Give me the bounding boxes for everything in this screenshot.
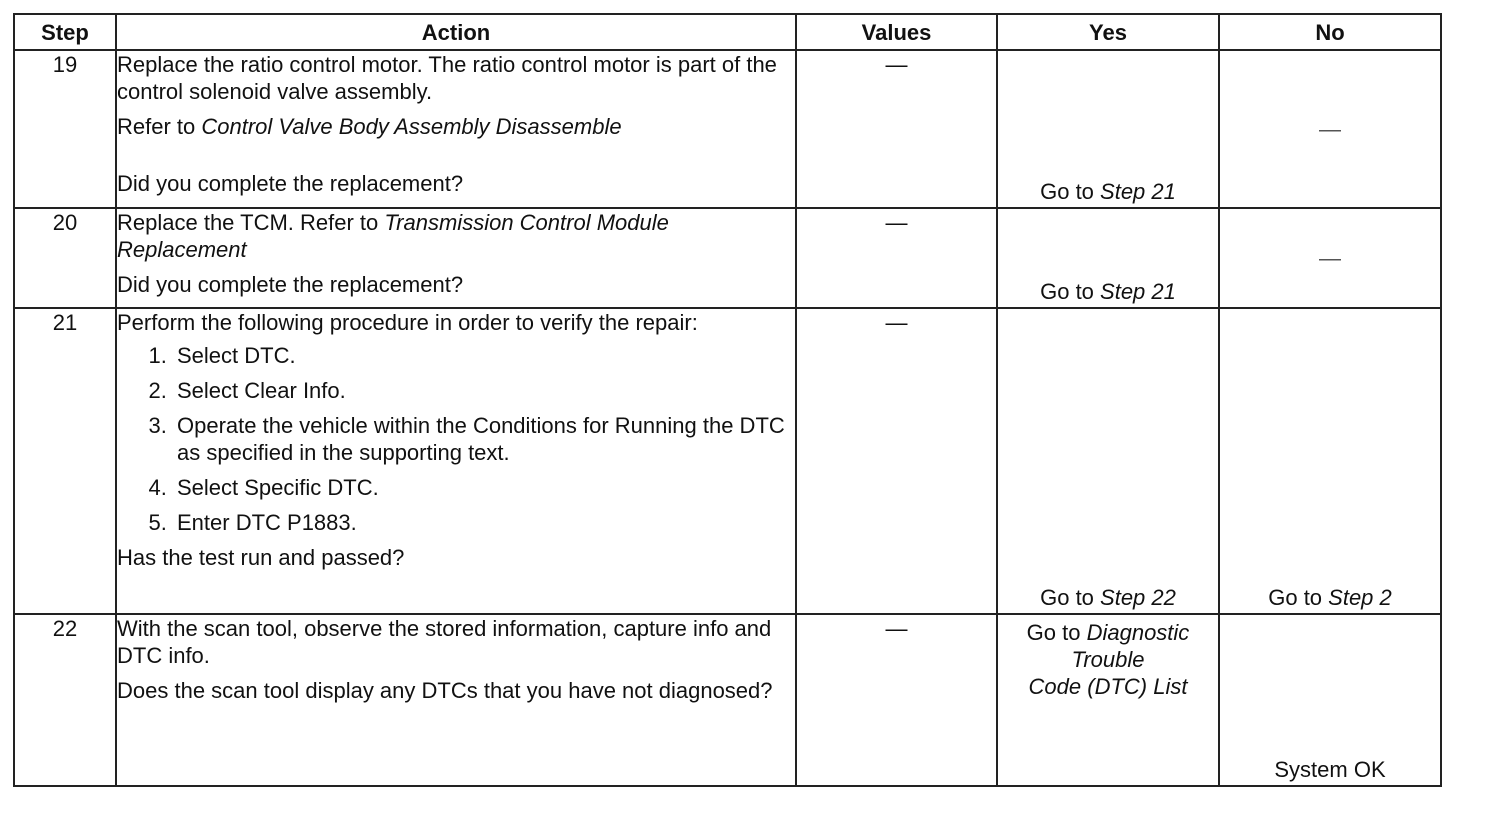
no-cell — [1219, 614, 1441, 786]
action-question: Does the scan tool display any DTCs that you have not diagnosed? — [117, 678, 773, 703]
goto-step-link: Step 22 — [1100, 585, 1176, 610]
goto-step-link: Step 2 — [1328, 585, 1392, 610]
yes-cell — [997, 614, 1219, 786]
goto-prefix: Go to — [1040, 179, 1101, 204]
yes-goto — [998, 619, 1218, 700]
goto-step-link: Step 21 — [1100, 179, 1176, 204]
step-number: 22 — [14, 614, 116, 786]
action-question: Did you complete the replacement? — [117, 171, 464, 196]
no-cell — [1219, 50, 1441, 208]
goto-step-link: Step 21 — [1100, 279, 1176, 304]
procedure-list — [117, 342, 795, 536]
list-item: 2. Select Clear Info. — [173, 377, 795, 404]
list-item: 4. Select Specific DTC. — [173, 474, 795, 501]
action-cell — [116, 308, 796, 614]
action-prefix: Replace the TCM. Refer to — [117, 210, 385, 235]
goto-prefix: Go to — [1040, 279, 1101, 304]
reference-link: Control Valve Body Assembly Disassemble — [201, 114, 622, 139]
values-cell: — — [796, 50, 997, 208]
action-question: Has the test run and passed? — [117, 545, 405, 570]
values-cell: — — [796, 308, 997, 614]
table-row — [14, 50, 1441, 208]
action-reference — [117, 113, 795, 140]
yes-cell — [997, 208, 1219, 308]
no-value: — — [1319, 245, 1341, 271]
reference-link: Transmission Control Module Replacement — [117, 210, 669, 262]
action-cell — [116, 50, 796, 208]
yes-goto — [998, 278, 1218, 305]
action-cell — [116, 208, 796, 308]
action-cell — [116, 614, 796, 786]
yes-goto — [998, 584, 1218, 611]
values-cell: — — [796, 614, 997, 786]
no-value: System OK — [1274, 757, 1386, 782]
yes-cell — [997, 308, 1219, 614]
header-action: Action — [116, 14, 796, 50]
table-row — [14, 208, 1441, 308]
diagnostic-table — [13, 13, 1442, 787]
goto-prefix: Go to — [1026, 620, 1087, 645]
header-row — [14, 14, 1441, 50]
header-values: Values — [796, 14, 997, 50]
values-cell: — — [796, 208, 997, 308]
header-step: Step — [14, 14, 116, 50]
action-text: Perform the following procedure in order to verify the repair: — [117, 310, 698, 335]
goto-prefix: Go to — [1268, 585, 1329, 610]
no-cell — [1219, 208, 1441, 308]
reference-prefix: Refer to — [117, 114, 202, 139]
step-number: 19 — [14, 50, 116, 208]
goto-link-line3: Code (DTC) List — [1028, 674, 1188, 699]
list-item: 1. Select DTC. — [173, 342, 795, 369]
no-goto — [1220, 584, 1440, 611]
goto-link-line1: Diagnostic — [1086, 620, 1190, 645]
step-number: 20 — [14, 208, 116, 308]
goto-link-line2: Trouble — [1071, 647, 1145, 672]
goto-prefix: Go to — [1040, 585, 1101, 610]
header-yes: Yes — [997, 14, 1219, 50]
action-question: Did you complete the replacement? — [117, 272, 464, 297]
yes-cell — [997, 50, 1219, 208]
yes-goto — [998, 178, 1218, 205]
action-text — [117, 209, 795, 263]
header-no: No — [1219, 14, 1441, 50]
action-text: With the scan tool, observe the stored information, capture info and DTC info. — [117, 616, 772, 668]
action-text: Replace the ratio control motor. The ratio control motor is part of the control solenoid valve assembly. — [117, 52, 777, 104]
table-row — [14, 308, 1441, 614]
no-cell — [1219, 308, 1441, 614]
no-value: — — [1319, 116, 1341, 142]
step-number: 21 — [14, 308, 116, 614]
table-row — [14, 614, 1441, 786]
list-item: 3. Operate the vehicle within the Conditions for Running the DTC as specified in the supporting text. — [173, 412, 795, 466]
list-item: 5. Enter DTC P1883. — [173, 509, 795, 536]
